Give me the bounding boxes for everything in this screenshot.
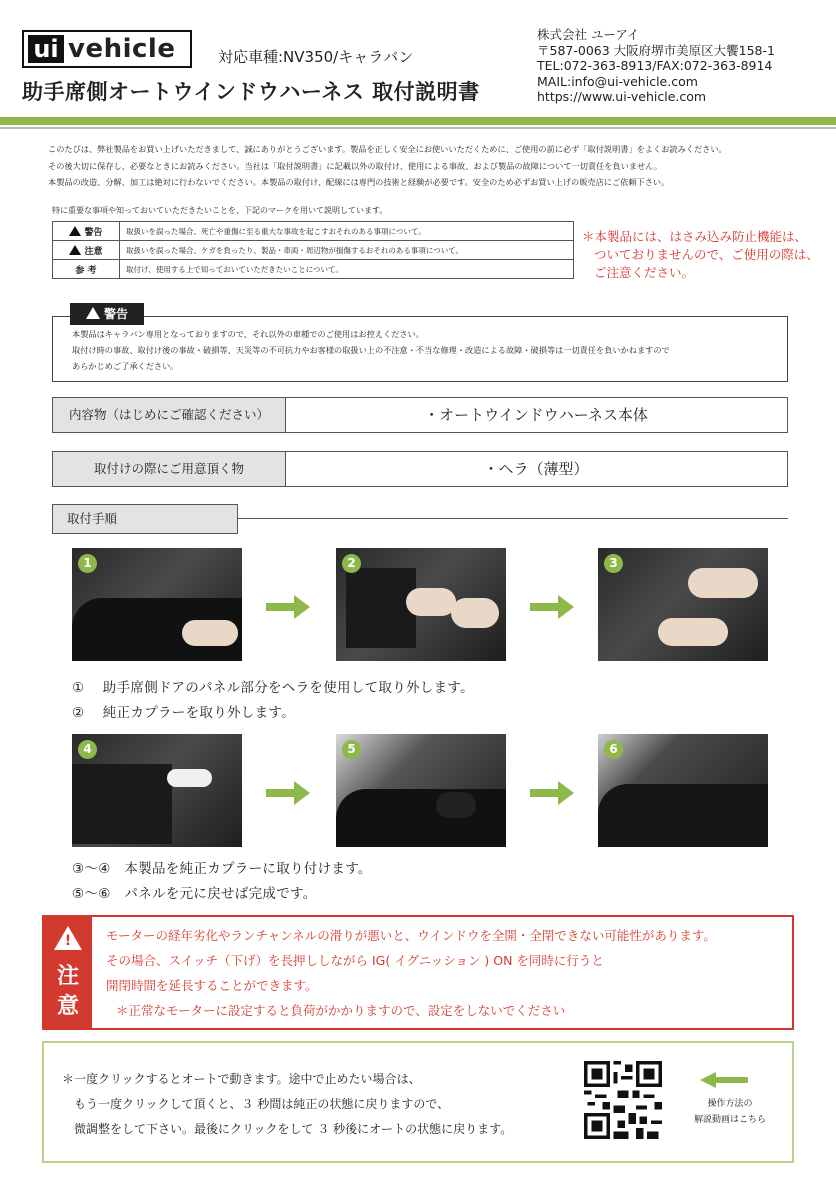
pinch-protection-note — [582, 228, 819, 282]
step-photo-6 — [598, 734, 768, 847]
step-number: 2 — [342, 554, 361, 573]
caution-kanji: 意 — [56, 994, 79, 1019]
warning-line: 本製品はキャラバン専用となっておりますので、それ以外の車種でのご使用はお控えください。 — [72, 329, 424, 339]
usage-line: もう一度クリックして頂くと、３ 秒間は純正の状態に戻りますので、 — [62, 1097, 450, 1111]
caution-line: ＊正常なモーターに設定すると負荷がかかりますので、設定をしないでください — [116, 1003, 566, 1018]
usage-line: ＊一度クリックするとオートで動きます。途中で止めたい場合は、 — [62, 1072, 421, 1086]
mark-key: 参 考 — [53, 260, 120, 279]
company-email: MAIL:info@ui-vehicle.com — [537, 73, 698, 89]
intro-line: 本製品の改造、分解、加工は絶対に行わないでください。本製品の取付け、配線には専門の技術と経験が必要です。安全のため必ずお買い上げの販売店にご依頼下さい。 — [48, 177, 670, 187]
warning-label — [70, 303, 144, 325]
step-photo-5 — [336, 734, 506, 847]
company-address: 〒587-0063 大阪府堺市美原区大饗158-1 — [537, 42, 775, 58]
step-text-4: ⑤～⑥ パネルを元に戻せば完成です。 — [72, 886, 317, 902]
caution-icon — [69, 245, 81, 255]
logo — [22, 30, 192, 68]
step-photo-3 — [598, 548, 768, 661]
arrow-right-icon — [266, 595, 310, 619]
warning-icon — [86, 307, 100, 319]
logo-ui-mark: ui — [28, 35, 64, 63]
step-photo-1 — [72, 548, 242, 661]
usage-line: 微調整をして下さい。最後にクリックをして ３ 秒後にオートの状態に戻ります。 — [62, 1122, 513, 1136]
qr-caption — [684, 1096, 776, 1128]
mark-desc: 取付け、使用する上で知っておいていただきたいことについて。 — [120, 260, 574, 279]
qr-caption-line: 操作方法の — [707, 1099, 753, 1109]
caution-line: モーターの経年劣化やランチャンネルの滑りが悪いと、ウインドウを全開・全閉できない可能性があります。 — [106, 928, 716, 943]
mark-desc: 取扱いを誤った場合、ケガを負ったり、製品・車両・周辺物が損傷するおそれのある事項について。 — [120, 241, 574, 260]
qr-caption-line: 解説動画はこちら — [693, 1115, 766, 1125]
usage-text — [62, 1067, 512, 1142]
contents-value: ・オートウインドウハーネス本体 — [424, 406, 648, 424]
warning-line: あらかじめご了承ください。 — [72, 361, 179, 371]
step-text-3: ③～④ 本製品を純正カプラーに取り付けます。 — [72, 861, 372, 877]
step-text-1: ① 助手席側ドアのパネル部分をヘラを使用して取り外します。 — [72, 680, 474, 696]
caution-kanji: 注 — [56, 964, 79, 989]
step-photo-4 — [72, 734, 242, 847]
step-number: 3 — [604, 554, 623, 573]
mark-row-caution — [53, 241, 574, 260]
caution-line: その場合、スイッチ（下げ）を長押ししながら IG( イグニッション ) ON を同時に行うと — [106, 953, 604, 968]
warning-label-text: 警告 — [103, 307, 128, 321]
caution-box — [42, 915, 794, 1030]
page-title: 助手席側オートウインドウハーネス 取付説明書 — [22, 80, 480, 104]
tools-row — [52, 451, 788, 487]
arrow-right-icon — [530, 595, 574, 619]
company-name: 株式会社 ユーアイ — [537, 27, 640, 42]
step-number: 5 — [342, 740, 361, 759]
caution-icon-mark: ! — [64, 933, 72, 949]
warning-line: 取付け時の事故、取付け後の事故・破損等、天災等の不可抗力やお客様の取扱い上の不注意・不当な修理・改造による故障・破損等は一切責任を負いかねますので — [72, 345, 670, 355]
note-line: ＊本製品には、はさみ込み防止機能は、 — [582, 229, 808, 244]
steps-divider — [238, 518, 788, 519]
step-number: 1 — [78, 554, 97, 573]
caution-sidebar — [44, 917, 92, 1028]
step-number: 6 — [604, 740, 623, 759]
caution-text — [106, 923, 716, 1023]
marks-legend-table — [52, 221, 574, 279]
company-info — [537, 27, 775, 105]
step-number: 4 — [78, 740, 97, 759]
logo-wordmark: vehicle — [68, 34, 176, 64]
arrow-right-icon — [530, 781, 574, 805]
steps-title: 取付手順 — [52, 504, 238, 534]
company-phone: TEL:072-363-8913/FAX:072-363-8914 — [537, 58, 773, 73]
caution-line: 開閉時間を延長することができます。 — [106, 978, 318, 993]
intro-text — [48, 141, 808, 191]
mark-row-warning — [53, 222, 574, 241]
warning-text — [72, 326, 670, 374]
vehicle-model: 対応車種:NV350/キャラバン — [218, 48, 414, 66]
contents-label: 内容物（はじめにご確認ください） — [53, 398, 286, 432]
company-website[interactable]: https://www.ui-vehicle.com — [537, 89, 707, 104]
step-text-2: ② 純正カプラーを取り外します。 — [72, 705, 295, 721]
mark-key: 警告 — [84, 227, 103, 238]
mark-key: 注意 — [84, 246, 103, 257]
intro-line: このたびは、弊社製品をお買い上げいただきまして、誠にありがとうございます。製品を正しく安全にお使いいただくために、ご使用の前に必ず「取付説明書」をよくお読みください。 — [48, 144, 727, 154]
header-divider — [0, 117, 836, 125]
note-line: ついておりませんので、ご使用の際は、 — [594, 247, 819, 262]
warning-icon — [69, 226, 81, 236]
arrow-right-icon — [266, 781, 310, 805]
contents-row — [52, 397, 788, 433]
qr-code-icon[interactable] — [584, 1061, 662, 1139]
tools-label: 取付けの際にご用意頂く物 — [53, 452, 286, 486]
intro-line: その後大切に保存し、必要なときにお読みください。当社は「取付説明書」に記載以外の取付け、使用による事故、および製品の故障について一切責任を負いません。 — [48, 160, 663, 171]
arrow-left-icon — [700, 1072, 748, 1088]
step-photo-2 — [336, 548, 506, 661]
note-line: ご注意ください。 — [594, 265, 695, 280]
mark-desc: 取扱いを誤った場合、死亡や重傷に至る重大な事故を起こすおそれのある事項について。 — [120, 222, 574, 241]
header-divider-thin — [0, 127, 836, 129]
mark-row-reference — [53, 260, 574, 279]
tools-value: ・ヘラ（薄型） — [483, 460, 589, 478]
marks-intro: 特に重要な事項や知っておいていただきたいことを、下記のマークを用いて説明しています。 — [52, 206, 388, 215]
